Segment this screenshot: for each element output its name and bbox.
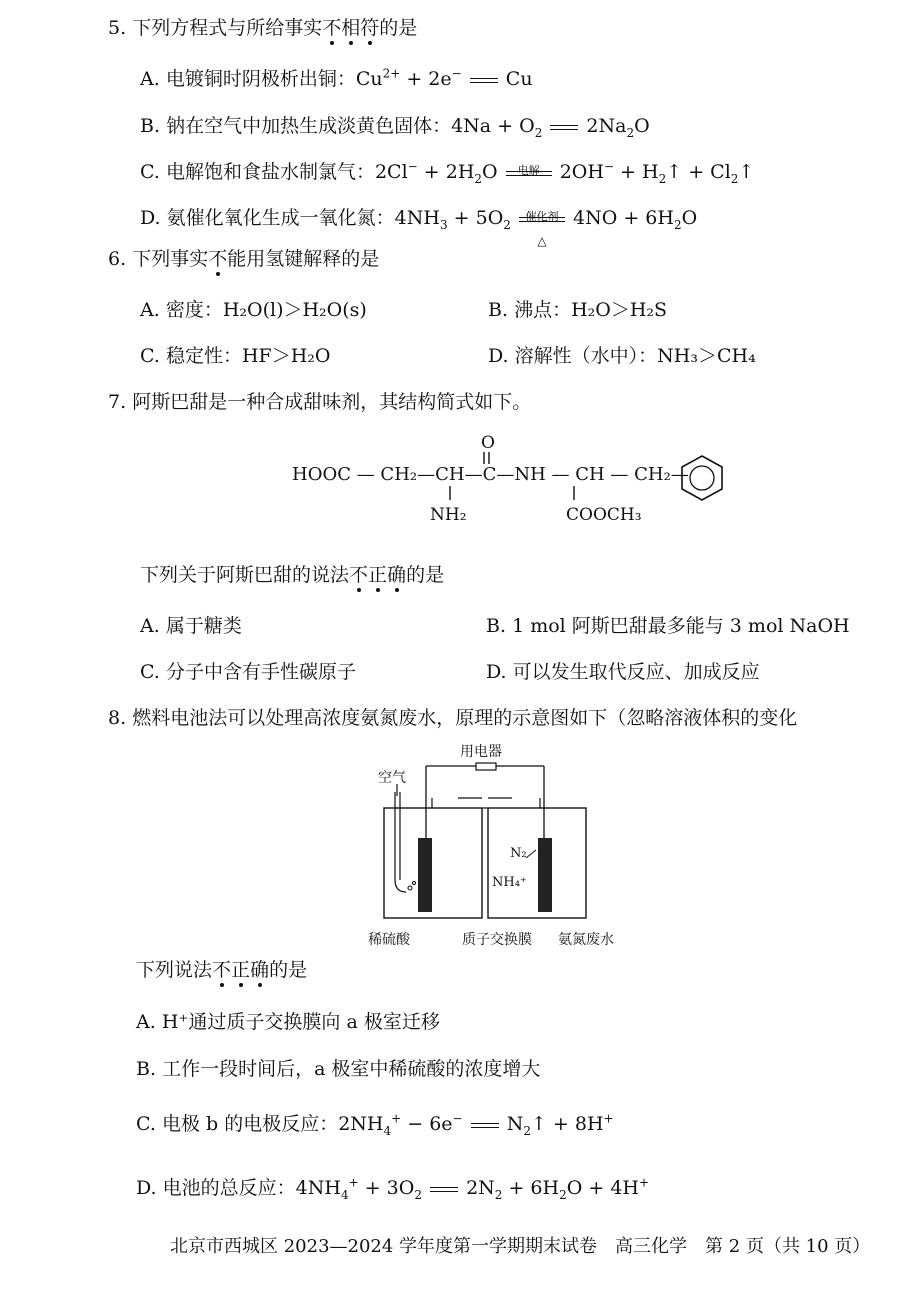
q5-option-c[interactable]: C. 电解饱和食盐水制氯气：$2Cl^- + 2H_2O$ 电解 $2OH^- + H_2↑$ + $Cl_2↑$ [140,159,755,186]
q5-option-a[interactable]: A. 电镀铜时阴极析出铜：$Cu^{2+} + 2e^-$ Cu [140,66,533,90]
fuel-cell-diagram [362,740,642,952]
q8-option-a[interactable]: A. H⁺通过质子交换膜向 a 极室迁移 [136,1011,440,1033]
n2-label: N₂ [510,846,527,861]
q7-option-d[interactable]: D. 可以发生取代反应、加成反应 [486,661,760,683]
q8-option-c[interactable]: C. 电极 b 的电极反应：$2NH_4^+ - 6e^-$ $N_2↑ + 8H^+$ [136,1111,614,1138]
aspartame-structure [290,428,740,532]
q7-option-b[interactable]: B. 1 mol 阿斯巴甜最多能与 3 mol NaOH [486,615,850,637]
structure-main-chain: HOOC — CH₂—CH—C—NH — CH — CH₂— [292,464,689,485]
q6-option-b[interactable]: B. 沸点：H₂O＞H₂S [488,299,668,321]
q8-sub-stem: 下列说法不正确的是 [136,959,308,981]
q8-stem: 8. 燃料电池法可以处理高浓度氨氮废水，原理的示意图如下（忽略溶液体积的变化 [108,707,798,729]
air-label: 空气 [378,770,406,786]
structure-o: O [481,433,495,453]
electrode-a [418,838,432,912]
q6-option-a[interactable]: A. 密度：H₂O(l)＞H₂O(s) [140,299,367,321]
q7-option-a[interactable]: A. 属于糖类 [140,615,242,637]
structure-nh2: NH₂ [430,505,467,525]
page-footer: 北京市西城区 2023—2024 学年度第一学期期末试卷 高三化学 第 2 页（共 10 页） [170,1236,871,1257]
q7-option-c[interactable]: C. 分子中含有手性碳原子 [140,661,356,683]
membrane-label: 质子交换膜 [462,932,532,948]
q8-option-b[interactable]: B. 工作一段时间后，a 极室中稀硫酸的浓度增大 [136,1058,541,1080]
q8-option-d[interactable]: D. 电池的总反应：$4NH_4^+ + 3O_2$ $2N_2 + 6H_2O + 4H^+$ [136,1175,650,1202]
q6-number: 6. [108,248,127,270]
benzene-inner-circle [690,466,714,490]
nh4-label: NH₄⁺ [492,875,527,890]
q7-sub-stem: 下列关于阿斯巴甜的说法不正确的是 [140,564,445,586]
q5-option-d[interactable]: D. 氨催化氧化生成一氧化氮：$4NH_3 + 5O_2$ 催化剂 △ $4NO + 6H_2O$ [140,207,698,248]
structure-cooch3: COOCH₃ [566,505,642,525]
arrow-n2 [526,850,536,858]
q5-number: 5. [108,17,127,39]
bubble-2 [413,882,416,885]
q5-stem: 5. 下列方程式与所给事实不相符的是 [108,17,418,39]
q6-option-c[interactable]: C. 稳定性：HF＞H₂O [140,345,331,367]
right-solution-label: 氨氮废水 [558,932,614,948]
container-right [488,808,586,918]
electrode-b [538,838,552,912]
bubble-1 [408,886,412,890]
q7-stem: 7. 阿斯巴甜是一种合成甜味剂，其结构简式如下。 [108,391,532,413]
q5-option-b[interactable]: B. 钠在空气中加热生成淡黄色固体：$4Na + O_2$ $2Na_2O$ [140,115,650,140]
q8-number: 8. [108,707,127,729]
device-resistor [476,763,496,770]
device-label: 用电器 [460,744,502,760]
container-left [384,808,482,918]
q6-stem: 6. 下列事实不能用氢键解释的是 [108,248,380,270]
left-solution-label: 稀硫酸 [368,932,410,948]
q7-number: 7. [108,391,127,413]
air-pipe-bend [395,880,406,892]
q6-option-d[interactable]: D. 溶解性（水中）：NH₃＞CH₄ [488,345,756,367]
